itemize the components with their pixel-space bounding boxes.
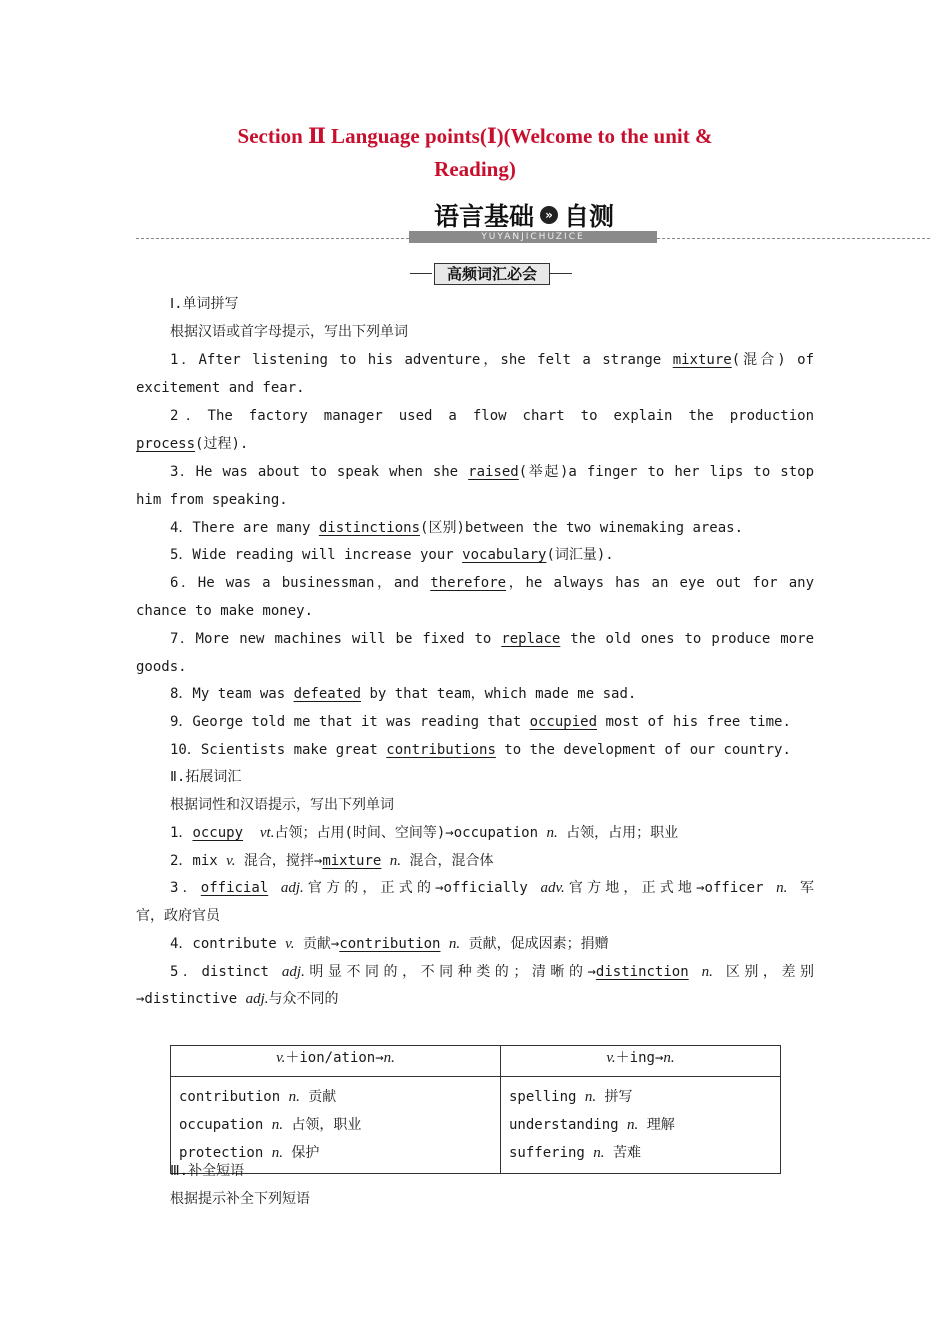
banner-heading bbox=[434, 198, 664, 232]
badge-rule-right bbox=[550, 273, 572, 274]
table-header: v.＋ion/ation→n. bbox=[171, 1046, 501, 1077]
answer: official bbox=[200, 880, 269, 896]
part3-instruction: 根据提示补全下列短语 bbox=[170, 1191, 310, 1207]
badge-label: 高频词汇必会 bbox=[434, 263, 550, 285]
table-header-row bbox=[171, 1046, 781, 1077]
banner-divider-left bbox=[136, 238, 409, 239]
question-9: 9．George told me that it was reading that occupied most of his free time. bbox=[170, 714, 791, 730]
answer: contributions bbox=[386, 742, 496, 758]
part2-instruction: 根据词性和汉语提示，写出下列单词 bbox=[170, 797, 394, 813]
question-6: 6．He was a businessman，and therefore，he always has an eye out for any bbox=[170, 575, 815, 591]
table-cell bbox=[171, 1077, 501, 1174]
part1-heading: Ⅰ.单词拼写 bbox=[170, 296, 239, 312]
answer: defeated bbox=[293, 686, 362, 702]
table-header: v.＋ing→n. bbox=[501, 1046, 781, 1077]
section-badge bbox=[410, 262, 572, 284]
answer: process bbox=[136, 436, 196, 452]
answer: occupied bbox=[529, 714, 598, 730]
banner-pinyin: YUYANJICHUZICE bbox=[409, 231, 657, 243]
answer: occupy bbox=[192, 825, 244, 841]
question-6-cont: chance to make money. bbox=[136, 603, 314, 619]
answer: distinctions bbox=[318, 520, 421, 536]
word-item-5-cont: →distinctive adj.与众不同的 bbox=[136, 991, 339, 1007]
word-item-3-cont: 官，政府官员 bbox=[136, 908, 220, 924]
question-1-cont: excitement and fear. bbox=[136, 380, 305, 396]
table-cell bbox=[501, 1077, 781, 1174]
question-8: 8．My team was defeated by that team，which made me sad. bbox=[170, 686, 637, 702]
question-7-cont: goods. bbox=[136, 659, 187, 675]
question-2: 2．The factory manager used a flow chart to explain the production bbox=[170, 408, 814, 424]
word-item-4: 4．contribute v. 贡献→contribution n. 贡献，促成因素；捐赠 bbox=[170, 936, 609, 952]
answer: replace bbox=[501, 631, 561, 647]
part3-heading: Ⅲ.补全短语 bbox=[170, 1163, 245, 1179]
list-item: understanding n. 理解 bbox=[509, 1117, 675, 1133]
question-7: 7．More new machines will be fixed to replace the old ones to produce more bbox=[170, 631, 815, 647]
list-item: spelling n. 拼写 bbox=[509, 1089, 633, 1105]
list-item: protection n. 保护 bbox=[179, 1145, 320, 1161]
list-item: occupation n. 占领，职业 bbox=[179, 1117, 362, 1133]
banner-cn2: 自测 bbox=[564, 202, 615, 231]
answer: therefore bbox=[430, 575, 507, 591]
word-item-3: 3．official adj.官方的，正式的→officially adv.官方地，正式地→officer n. 军 bbox=[170, 880, 814, 896]
answer: distinction bbox=[595, 964, 689, 980]
question-5: 5．Wide reading will increase your vocabulary(词汇量). bbox=[170, 547, 614, 563]
double-chevron-right-icon: » bbox=[540, 206, 558, 224]
part1-instruction: 根据汉语或首字母提示，写出下列单词 bbox=[170, 324, 408, 340]
answer: vocabulary bbox=[462, 547, 547, 563]
table-row bbox=[171, 1077, 781, 1174]
section-title-cont: Reading) bbox=[434, 157, 516, 181]
word-item-1: 1．occupy vt.占领；占用(时间、空间等)→occupation n. 占领，占用；职业 bbox=[170, 825, 679, 841]
part2-heading: Ⅱ.拓展词汇 bbox=[170, 769, 242, 785]
word-item-2: 2．mix v. 混合，搅拌→mixture n. 混合，混合体 bbox=[170, 853, 494, 869]
answer: mixture bbox=[672, 352, 732, 368]
list-item: contribution n. 贡献 bbox=[179, 1089, 337, 1105]
question-3: 3．He was about to speak when she raised(举起)a finger to her lips to stop bbox=[170, 464, 814, 480]
question-10: 10．Scientists make great contributions to the development of our country. bbox=[170, 742, 791, 758]
question-4: 4．There are many distinctions(区别)between the two winemaking areas. bbox=[170, 520, 744, 536]
question-3-cont: him from speaking. bbox=[136, 492, 288, 508]
answer: mixture bbox=[322, 853, 382, 869]
banner-divider-right bbox=[657, 238, 930, 239]
banner-cn: 语言基础 bbox=[434, 202, 535, 231]
list-item: suffering n. 苦难 bbox=[509, 1145, 641, 1161]
question-1: 1．After listening to his adventure，she felt a strange mixture(混合) of bbox=[170, 352, 814, 368]
word-formation-table bbox=[170, 1045, 781, 1174]
answer: raised bbox=[468, 464, 519, 480]
answer: contribution bbox=[339, 936, 441, 952]
badge-rule-left bbox=[410, 273, 432, 274]
word-item-5: 5．distinct adj.明显不同的，不同种类的；清晰的→distinction n. 区别，差别 bbox=[170, 964, 814, 980]
question-2-cont: process(过程). bbox=[136, 436, 249, 452]
section-title: Section Ⅱ Language points(Ⅰ)(Welcome to the unit & bbox=[237, 124, 713, 148]
